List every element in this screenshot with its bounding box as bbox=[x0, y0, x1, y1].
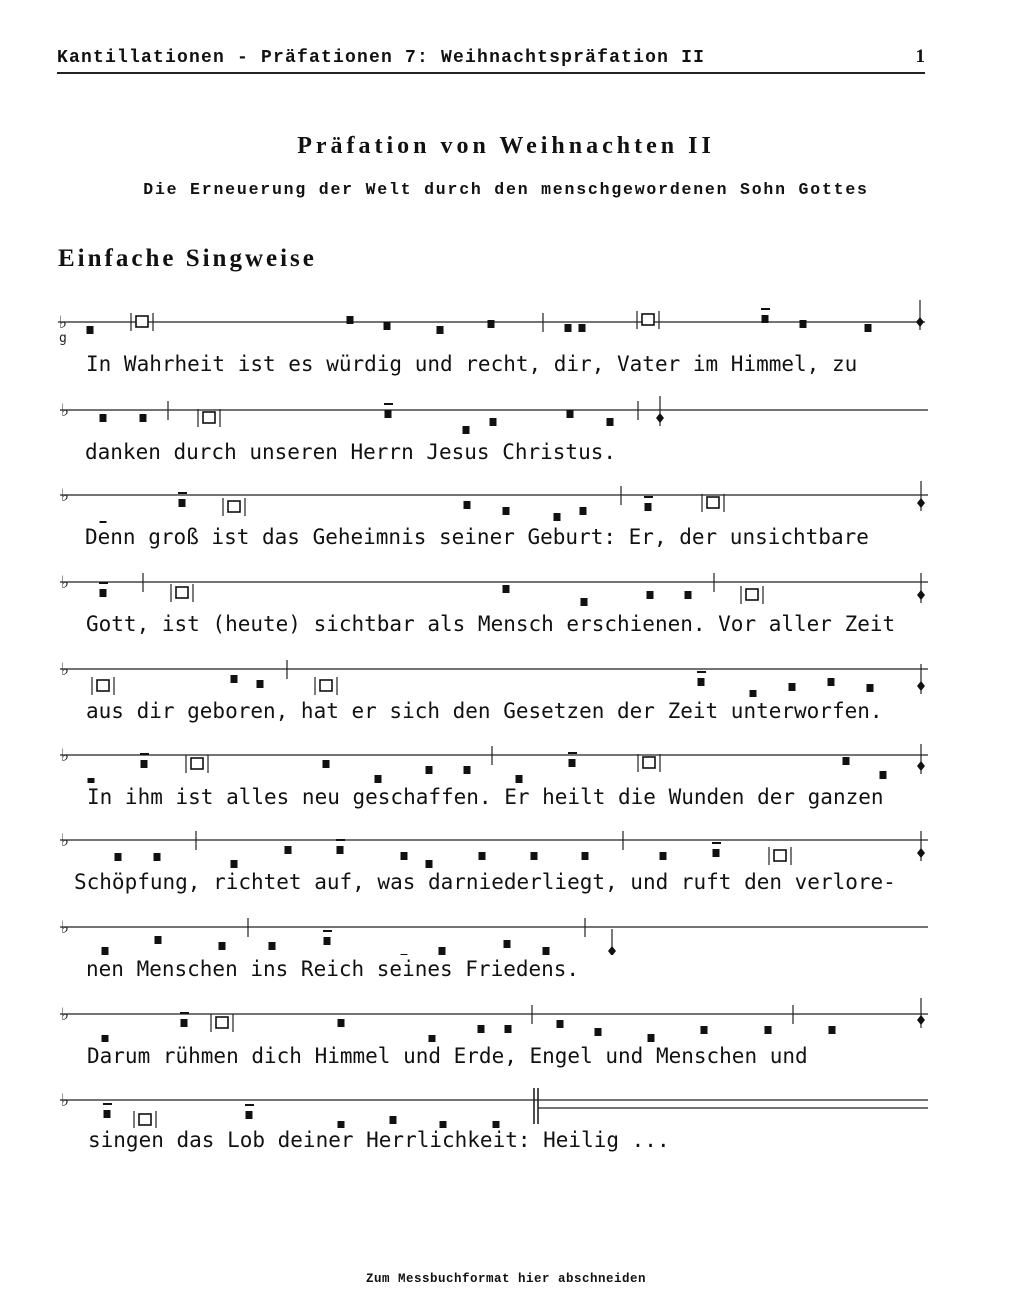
tenor-mark bbox=[697, 671, 706, 673]
note bbox=[543, 947, 550, 955]
note bbox=[100, 589, 107, 597]
staff bbox=[0, 1078, 1012, 1128]
note bbox=[231, 860, 238, 868]
note bbox=[880, 771, 887, 779]
note bbox=[829, 1026, 836, 1034]
chant-text: Schöpfung, richtet auf, was darniederliegt, und ruft den verlore- bbox=[74, 870, 896, 894]
staff bbox=[0, 905, 1012, 955]
note bbox=[557, 1020, 564, 1028]
flat-sign: ♭ bbox=[61, 746, 70, 766]
page-header bbox=[57, 46, 925, 74]
tenor-mark bbox=[103, 1103, 112, 1105]
note bbox=[800, 320, 807, 328]
note bbox=[347, 316, 354, 324]
recitation-note bbox=[320, 680, 332, 691]
note bbox=[385, 410, 392, 418]
note bbox=[269, 942, 276, 950]
tenor-mark bbox=[323, 930, 332, 932]
chant-text: In Wahrheit ist es würdig und recht, dir, Vater im Himmel, zu bbox=[86, 352, 858, 376]
note bbox=[479, 852, 486, 860]
flat-sign: ♭ bbox=[61, 1005, 70, 1025]
recitation-note bbox=[136, 316, 148, 327]
staff bbox=[0, 647, 1012, 697]
note bbox=[865, 324, 872, 332]
final-note bbox=[608, 946, 616, 955]
staff bbox=[0, 818, 1012, 868]
chant-line bbox=[0, 733, 1012, 819]
note bbox=[581, 598, 588, 606]
chant-text: danken durch unseren Herrn Jesus Christus. bbox=[85, 440, 617, 464]
staff bbox=[0, 300, 1012, 350]
note bbox=[141, 760, 148, 768]
tenor-mark bbox=[712, 842, 721, 844]
note bbox=[154, 853, 161, 861]
note bbox=[338, 1121, 345, 1128]
recitation-note bbox=[203, 412, 215, 423]
flat-sign: ♭ bbox=[59, 313, 68, 333]
tenor-mark bbox=[180, 1012, 189, 1014]
note bbox=[565, 324, 572, 332]
flat-sign: ♭ bbox=[61, 918, 70, 938]
recitation-note bbox=[774, 850, 786, 861]
note bbox=[437, 326, 444, 334]
staff bbox=[0, 992, 1012, 1042]
recitation-note bbox=[216, 1017, 228, 1028]
section-heading: Einfache Singweise bbox=[58, 245, 317, 272]
note bbox=[569, 759, 576, 767]
note bbox=[257, 680, 264, 688]
note bbox=[867, 684, 874, 692]
chant-line bbox=[0, 300, 1012, 386]
chant-line bbox=[0, 560, 1012, 646]
note bbox=[504, 940, 511, 948]
note bbox=[516, 775, 523, 783]
note bbox=[579, 324, 586, 332]
note bbox=[384, 322, 391, 330]
note bbox=[219, 942, 226, 950]
final-note bbox=[917, 1015, 925, 1025]
staff bbox=[0, 388, 1012, 438]
note bbox=[440, 1121, 447, 1128]
note bbox=[100, 414, 107, 422]
tenor-mark bbox=[140, 753, 149, 755]
note bbox=[789, 683, 796, 691]
note bbox=[324, 937, 331, 945]
note bbox=[503, 507, 510, 515]
note bbox=[567, 410, 574, 418]
note bbox=[488, 320, 495, 328]
recitation-note bbox=[746, 589, 758, 600]
recitation-note bbox=[643, 757, 655, 768]
tenor-mark bbox=[178, 492, 187, 494]
note bbox=[843, 757, 850, 765]
tenor-mark bbox=[644, 496, 653, 498]
flat-sign: ♭ bbox=[61, 573, 70, 593]
recitation-note bbox=[642, 314, 654, 325]
note bbox=[828, 678, 835, 686]
header-title: Kantillationen - Präfationen 7: Weihnachtspräfation II bbox=[57, 48, 706, 68]
note bbox=[595, 1028, 602, 1036]
tenor-mark bbox=[245, 1104, 254, 1106]
note bbox=[246, 1111, 253, 1119]
note bbox=[698, 678, 705, 686]
recitation-note bbox=[139, 1114, 151, 1125]
note bbox=[701, 1026, 708, 1034]
note bbox=[531, 852, 538, 860]
note bbox=[401, 954, 408, 955]
recitation-note bbox=[707, 497, 719, 508]
final-note bbox=[917, 590, 925, 600]
final-note bbox=[917, 761, 925, 771]
staff bbox=[0, 473, 1012, 523]
note bbox=[493, 1121, 500, 1128]
chant-line bbox=[0, 992, 1012, 1078]
chant-text: Denn groß ist das Geheimnis seiner Geburt: Er, der unsichtbare bbox=[85, 525, 869, 549]
note bbox=[390, 1116, 397, 1124]
note bbox=[463, 426, 470, 434]
note bbox=[660, 852, 667, 860]
recitation-note bbox=[176, 587, 188, 598]
note bbox=[88, 778, 95, 783]
note bbox=[100, 521, 107, 523]
note bbox=[181, 1019, 188, 1027]
recitation-note bbox=[97, 680, 109, 691]
note bbox=[179, 499, 186, 507]
tenor-mark bbox=[761, 308, 770, 310]
chant-line bbox=[0, 905, 1012, 991]
note bbox=[464, 501, 471, 509]
final-note bbox=[917, 498, 925, 508]
staff bbox=[0, 733, 1012, 783]
note bbox=[580, 507, 587, 515]
flat-sign: ♭ bbox=[61, 831, 70, 851]
chant-line bbox=[0, 818, 1012, 904]
final-note bbox=[916, 317, 924, 327]
note bbox=[323, 760, 330, 768]
tenor-mark bbox=[568, 752, 577, 754]
flat-sign: ♭ bbox=[61, 1091, 70, 1111]
note bbox=[685, 591, 692, 599]
note bbox=[140, 414, 147, 422]
note bbox=[104, 1110, 111, 1118]
chant-line bbox=[0, 1078, 1012, 1164]
note bbox=[648, 1034, 655, 1042]
chant-text: singen das Lob deiner Herrlichkeit: Heilig ... bbox=[88, 1128, 670, 1152]
chant-text: aus dir geboren, hat er sich den Gesetzen der Zeit unterworfen. bbox=[86, 699, 883, 723]
document-subtitle: Die Erneuerung der Welt durch den menschgewordenen Sohn Gottes bbox=[143, 180, 869, 199]
note bbox=[115, 853, 122, 861]
tenor-mark bbox=[336, 839, 345, 841]
chant-text: In ihm ist alles neu geschaffen. Er heilt die Wunden der ganzen bbox=[87, 785, 884, 809]
note bbox=[762, 315, 769, 323]
flat-sign: ♭ bbox=[61, 486, 70, 506]
note bbox=[582, 852, 589, 860]
chant-line bbox=[0, 473, 1012, 559]
note bbox=[645, 503, 652, 511]
note bbox=[426, 860, 433, 868]
note bbox=[375, 775, 382, 783]
recitation-note bbox=[228, 501, 240, 512]
note bbox=[429, 1035, 436, 1042]
note bbox=[337, 846, 344, 854]
clef-letter: g bbox=[59, 331, 67, 346]
cut-line-note: Zum Messbuchformat hier abschneiden bbox=[365, 1272, 647, 1286]
flat-sign: ♭ bbox=[61, 401, 70, 421]
note bbox=[155, 936, 162, 944]
note bbox=[647, 591, 654, 599]
note bbox=[439, 947, 446, 955]
recitation-note bbox=[191, 758, 203, 769]
note bbox=[607, 418, 614, 426]
tenor-mark bbox=[99, 582, 108, 584]
note bbox=[102, 1035, 109, 1042]
note bbox=[285, 846, 292, 854]
chant-text: nen Menschen ins Reich seines Friedens. bbox=[86, 957, 580, 981]
note bbox=[490, 418, 497, 426]
note bbox=[102, 947, 109, 955]
document-title: Präfation von Weihnachten II bbox=[297, 133, 715, 159]
note bbox=[464, 766, 471, 774]
note bbox=[765, 1026, 772, 1034]
chant-text: Darum rühmen dich Himmel und Erde, Engel und Menschen und bbox=[87, 1044, 808, 1068]
note bbox=[87, 326, 94, 334]
flat-sign: ♭ bbox=[61, 660, 70, 680]
note bbox=[426, 766, 433, 774]
note bbox=[338, 1019, 345, 1027]
chant-line bbox=[0, 647, 1012, 733]
note bbox=[750, 690, 757, 697]
note bbox=[505, 1025, 512, 1033]
note bbox=[478, 1025, 485, 1033]
tenor-mark bbox=[384, 403, 393, 405]
final-note bbox=[917, 681, 925, 691]
note bbox=[554, 513, 561, 521]
note bbox=[231, 675, 238, 683]
note bbox=[713, 849, 720, 857]
page-number: 1 bbox=[915, 46, 925, 67]
staff bbox=[0, 560, 1012, 610]
chant-text: Gott, ist (heute) sichtbar als Mensch erschienen. Vor aller Zeit bbox=[86, 612, 896, 636]
final-note bbox=[917, 848, 925, 858]
final-note bbox=[656, 413, 664, 423]
note bbox=[401, 852, 408, 860]
chant-line bbox=[0, 388, 1012, 474]
note bbox=[503, 585, 510, 593]
